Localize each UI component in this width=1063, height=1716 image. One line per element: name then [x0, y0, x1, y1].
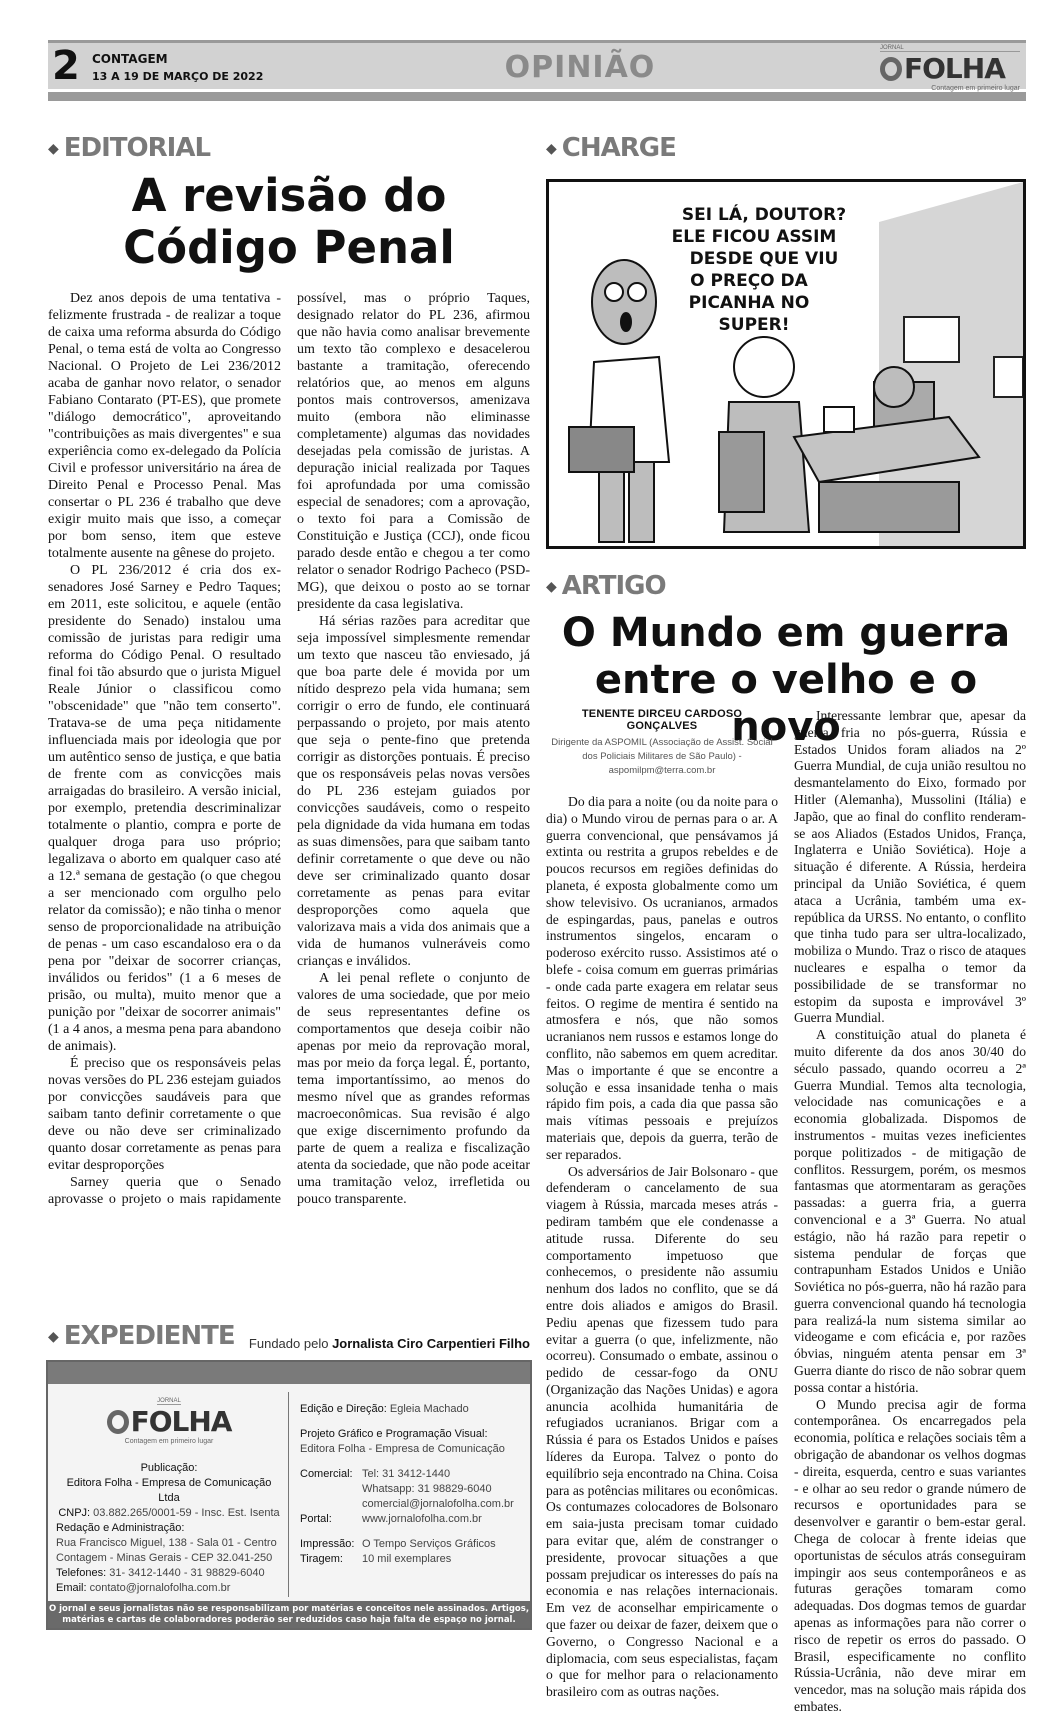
artigo-paragraph: Interessante lembrar que, apesar da guerra fria no pós-guerra, Rússia e Estados Unidos foram aliados na 2º Guerra Mundial, de cuja união resultou no desmantelamento do Eixo, formado por Hitler (Alemanha), Mussolini (Itália) e Japão, que ao final do conflito renderam-se aos Aliados (Estados Unidos, França, Inglaterra e União Soviética). Hoje a situação é diferente. A Rússia, herdeira principal da União Soviética, é quem ataca a Ucrânia, também uma ex-república da URSS. No entanto, o conflito que tinha tudo para ser ultra-localizado, mobiliza o Mundo. Traz o risco de ataques nucleares e espalha o temor da possibilidade de se transformar no estopim da suposta e improvável 3º Guerra Mundial.	[794, 708, 1026, 1026]
speech-line: SUPER!	[718, 315, 790, 335]
tiragem-value: 10 mil exemplares	[362, 1553, 452, 1565]
expediente-top-bar	[48, 1362, 530, 1384]
city-name: CONTAGEM	[92, 52, 168, 66]
editorial-paragraph: Há sérias razões para acreditar que seja impossível simplesmente remendar um texto que nasceu tão enviesado, já que boa parte dele é movida por um nítido desprezo pela vida humana; sem corrigir o erro de fundo, ele continuará perpassando o projeto, por mais atento que seja o pente-fino que pretenda corrigir as distorções pontuais. É preciso que os responsáveis pelas novas versões do PL 236 estejam guiados por convicções saudáveis, como o respeito pela dignidade da vida humana em todas as suas dimensões, para que saibam tanto definir corretamente o que deve ou não deve ser criminalizado quanto dosar corretamente as penas para evitar desproporções como aquela que valorizava mais a vida dos animais que a vida de humanos vulneráveis como crianças e inválidos.	[297, 614, 530, 969]
artigo-paragraph: O Mundo precisa agir de forma contemporânea. Os encarregados pela economia, política e relações sociais têm a obrigação de abandonar os velhos dogmas - direita, esquerda, centro e suas variantes - e olhar ao seu redor o grande número de recursos e oportunidades para se desenvolver e garantir o bem-estar geral. Chega de colocar à frente ideias que oportunistas de séculos atrás conseguiram impingir aos seus contemporâneos e as futuras gerações tomaram como adequadas. Dos dogmas temos de guardar apenas as informações para não correr o risco de repetir os erros do passado. O Brasil, especificamente no conflito Rússia-Ucrânia, não deve mirar em vencedor, mas na solução mais rápida dos embates.	[794, 1396, 1026, 1715]
impressao-label: Impressão:	[300, 1538, 355, 1550]
expediente-right	[300, 1402, 528, 1567]
page-number: 2	[52, 43, 80, 89]
artigo-paragraph: Os adversários de Jair Bolsonaro - que defenderam o cancelamento de sua viagem à Rússia, marcada meses atrás - pediram também que ele condenasse a atitude russa. Diferente do seu comportamento impetuoso que conhecemos, o presidente não assumiu nenhum dos lados no conflito, que se dá entre dois aliados e amigos do Brasil. Pediu apenas que fizessem tudo para evitar a guerra (o que, infelizmente, não ocorreu). Consumado o embate, assinou o pedido de cessar-fogo da ONU (Organização das Nações Unidas) e agora anuncia acolhida humanitária de refugiados ucranianos. Brigar com a Rússia é para os Estados Unidos e países líderes da Europa. Talvez o ponto do equilíbrio seja encontrado na China. Coisa para as potências militares ou econômicas. Os contumazes colocadores de Bolsonaro em saia-justa precisam tomar cuidado para evitar que, além de constranger o presidente, provocar situações a que possam prejudicar os interesses do país na economia e nas relações internacionais. Em vez de aconselhar empiricamente o que fazer ou deixar de fazer, deixem que o Governo, o Congresso Nacional e a diplomacia, com seus especialistas, façam o que for melhor para o relacionamento brasileiro com as outras nações.	[546, 1163, 778, 1700]
folha-logo	[880, 45, 1020, 92]
editorial-paragraph: É preciso que os responsáveis pelas novas versões do PL 236 estejam guiados por convicções saudáveis para que saibam tanto definir corretamente o que deve ou não deve ser criminalizado quanto dosar corretamente as penas para evitar desproporções	[48, 1056, 281, 1173]
projeto-value: Editora Folha - Empresa de Comunicação	[300, 1443, 505, 1455]
editorial-paragraph: Sarney queria que o Senado aprovasse o projeto o mais rapidamente possível, mas o próprio Taques, designado relator do PL 236, afirmou que não havia como analisar brevemente um texto tão complexo e desacelerou bastante a tramitação, oferecendo relatórios que, ao menos em alguns pontos mais controversos, amenizava muito (embora não eliminasse completamente) algumas das novidades desejadas pela comissão de juristas. A depuração inicial realizada por Taques foi aprofundada por uma comissão especial de senadores; com a aprovação, o texto foi para a Comissão de Constituição e Justiça (CCJ), onde ficou parado desde então e chegou a ter como relator o senador Rodrigo Pacheco (PSD-MG), que deixou o posto ao se tornar presidente da casa legislativa.	[48, 291, 530, 1207]
logo-tagline: Contagem em primeiro lugar	[931, 85, 1020, 92]
editorial-paragraph: A lei penal reflete o conjunto de valores de uma sociedade, que por meio de seus representantes define os comportamentos que deseja coibir não apenas por meio da reprovação moral, mas por meio da força legal. É, portanto, tema importantíssimo, ao menos do mesmo nível que as grandes reformas macroeconômicas. Sua revisão é algo que exige discernimento profundo da parte de quem a realiza e fiscalização atenta da sociedade, que não pode aceitar uma tramitação veloz, irrefletida ou pouco transparente.	[297, 971, 530, 1207]
artigo-body	[546, 708, 1026, 1716]
editorial-label: ◆ EDITORIAL	[48, 133, 211, 163]
editorial-title	[48, 170, 530, 274]
cartoon-man	[569, 260, 669, 542]
diploma-frame	[904, 317, 959, 362]
comercial-tel: Tel: 31 3412-1440	[362, 1468, 451, 1480]
publicacao-label: Publicação:	[140, 1462, 198, 1474]
cnpj-value: 03.882.265/0001-59 - Insc. Est. Isenta	[93, 1507, 280, 1519]
speech-line: DESDE QUE VIU	[689, 249, 839, 269]
expediente-left	[56, 1394, 282, 1596]
tiragem-label: Tiragem:	[300, 1553, 343, 1565]
comercial-whatsapp: Whatsapp: 31 98829-6040	[362, 1483, 492, 1495]
author-role: Dirigente da ASPOMIL (Associação de Assist. Social dos Policiais Militares de São Paulo) - aspomilpm@terra.com.br	[551, 737, 773, 776]
header-bottom-bar	[48, 92, 1026, 101]
founder-credit: Fundado pelo Jornalista Ciro Carpentieri Filho	[248, 1336, 530, 1351]
artigo-label: ◆ ARTIGO	[546, 571, 666, 601]
editorial-title-line2: Código Penal	[123, 221, 455, 274]
disclaimer: O jornal e seus jornalistas não se responsabilizam por matérias e conceitos nele assinados. Artigos, matérias e cartas de colaboradores poderão ser reduzidos caso haja falta de espaço no jornal.	[48, 1601, 530, 1628]
email-value: contato@jornalofolha.com.br	[89, 1582, 231, 1594]
byline	[546, 708, 778, 778]
diamond-icon: ◆	[48, 140, 58, 157]
editorial-body	[48, 290, 530, 1208]
impressao-value: O Tempo Serviços Gráficos	[362, 1538, 496, 1550]
diamond-icon: ◆	[546, 578, 556, 595]
portal-label: Portal:	[300, 1513, 332, 1525]
expediente-divider	[288, 1392, 289, 1597]
edicao-label: Edição e Direção:	[300, 1403, 387, 1415]
artigo-paragraph: A constituição atual do planeta é muito diferente da dos anos 30/40 do século passado, quando ocorreu a 2ª Guerra Mundial. Temos alta tecnologia, velocidade nas comunicações e a economia globalizada. Dispomos de instrumentos - muitas vezes ineficientes porque politizados - de mitigação de conflitos. Ressurgem, porém, os mesmos fantasmas que atormentaram as gerações passadas: a guerra fria, a guerra convencional e a 3ª Guerra. No atual estágio, não há razão para repetir o sistema pendular de forças que contrapunham Estados Unidos e União Soviética no pós-guerra, não há razão para guerra convencional quando há tecnologia para realizá-la num sistema similar ao videogame e com eficácia e, por razões óbvias, ninguém atenta pensar em 3ª Guerra diante do risco de não sobrar quem possa contar a história.	[794, 1027, 1026, 1395]
logo-ring-icon	[880, 57, 902, 81]
expediente-box	[46, 1360, 532, 1630]
speech-line: O PREÇO DA	[690, 271, 808, 291]
address-line: Contagem - Minas Gerais - CEP 32.041-250	[56, 1552, 273, 1564]
charge-label: ◆ CHARGE	[546, 133, 676, 163]
edicao-value: Egleia Machado	[389, 1403, 469, 1415]
logo-top-text: JORNAL	[157, 1398, 181, 1404]
speech-text	[672, 203, 846, 335]
address-line: Rua Francisco Miguel, 138 - Sala 01 - Centro	[56, 1537, 277, 1549]
logo-name: FOLHA	[904, 52, 1005, 85]
logo-top-text: JORNAL	[880, 45, 1020, 52]
redacao-label: Redação e Administração:	[56, 1522, 185, 1534]
diamond-icon: ◆	[48, 1328, 58, 1345]
editorial-title-line1: A revisão do	[131, 169, 447, 222]
diamond-icon: ◆	[546, 140, 556, 157]
speech-line: ELE FICOU ASSIM	[671, 227, 837, 247]
artigo-title-line1: O Mundo em guerra	[561, 610, 1011, 656]
cartoon-illustration	[546, 179, 1026, 549]
diploma-frame	[994, 357, 1023, 397]
telefones-value: 31- 3412-1440 - 31 98829-6040	[109, 1567, 265, 1579]
editorial-paragraph: Dez anos depois de uma tentativa - felizmente frustrada - de realizar a toque de caixa uma reforma absurda do Código Penal, o tema está de volta ao Congresso Nacional. O Projeto de Lei 236/2012 acaba de ganhar novo relator, o senador Fabiano Contarato (PT-ES), que promete "diálogo democrático", aproveitando "contribuições as mais divergentes" e sua experiência como ex-delegado da Polícia Civil e professor universitário na área de Direito Penal e Processo Penal. Mas consertar o PL 236 é trabalho que deve exigir muito mais que isso, a começar por bom senso, item que esteve totalmente ausente na gênese do projeto.	[48, 291, 281, 561]
edition-date: 13 A 19 DE MARÇO DE 2022	[92, 70, 264, 83]
logo-tagline: Contagem em primeiro lugar	[124, 1438, 214, 1445]
projeto-label: Projeto Gráfico e Programação Visual:	[300, 1428, 488, 1440]
author-name: TENENTE DIRCEU CARDOSO GONÇALVES	[581, 708, 743, 732]
cartoon-woman	[719, 337, 809, 532]
logo-ring-icon	[107, 1410, 129, 1434]
publicacao-value: Editora Folha - Empresa de Comunicação Ltda	[66, 1477, 272, 1504]
comercial-label: Comercial:	[300, 1468, 353, 1480]
email-label: Email:	[56, 1582, 87, 1594]
speech-line: SEI LÁ, DOUTOR?	[681, 205, 847, 225]
speech-line: PICANHA NO	[688, 293, 810, 313]
editorial-paragraph: O PL 236/2012 é cria dos ex-senadores José Sarney e Pedro Taques; em 2011, este solicitou, e aquele (então presidente do Senado) instalou uma comissão de juristas para redigir uma reforma do Código Penal. O resultado final foi tão absurdo que o jurista Miguel Reale Júnior o classificou como "obscenidade" que "não tem conserto". Tratava-se de uma peça nitidamente influenciada mais por ideologia que por um autêntico senso de justiça, e que batia de frente com as convicções mais arraigadas do brasileiro. A versão inicial, por exemplo, pretendia descriminalizar totalmente o plantio, compra e porte de qualquer droga para uso próprio; legalizava o aborto em qualquer caso até a 12.ª semana de gestação (o que chegou a ser mencionado com orgulho pelo relator da comissão); e não tinha o menor senso de proporcionalidade na atribuição de penas - um caso escandaloso era o da pena por "deixar de socorrer crianças, inválidos ou feridos" (1 a 6 meses de prisão, ou multa), muito menor que a punição por "deixar de socorrer animais" (1 a 4 anos, a mesma pena para abandono de animais).	[48, 563, 281, 1054]
logo-name: FOLHA	[130, 1405, 232, 1438]
cnpj-label: CNPJ:	[58, 1507, 91, 1519]
portal-url: www.jornalofolha.com.br	[362, 1513, 482, 1525]
telefones-label: Telefones:	[56, 1567, 107, 1579]
artigo-title-line2: entre o velho e o novo	[594, 657, 978, 750]
expediente-logo	[56, 1398, 282, 1445]
artigo-paragraph: Do dia para a noite (ou da noite para o dia) o Mundo virou de pernas para o ar. A guerra convencional, que pensávamos já extinta ou restrita a grupos rebeldes e de poucos recursos em regiões definidas do planeta, é exposta globalmente como um show televisivo. Os ucranianos, armados de espingardas, paus, panelas e outros instrumentos singelos, encaram o poderoso exército russo. Assistimos até o blefe - coisa comum em guerras primárias - onde cada parte exagera em relatar seus feitos. O regime de mentira é sentido na atmosfera e nós, que não somos ucranianos nem russos e estamos longe do conflito, não sabemos em quem acreditar. Mas o importante é que se encontre a solução e essa insanidade tenha o mais rápido fim pois, a cada dia que passa são mais vítimas pessoais e prejuízos materiais que, depois da guerra, terão de ser reparados.	[546, 794, 778, 1162]
section-title: OPINIÃO	[504, 50, 656, 85]
comercial-email: comercial@jornalofolha.com.br	[362, 1498, 514, 1510]
expediente-label: ◆ EXPEDIENTE	[48, 1321, 235, 1351]
